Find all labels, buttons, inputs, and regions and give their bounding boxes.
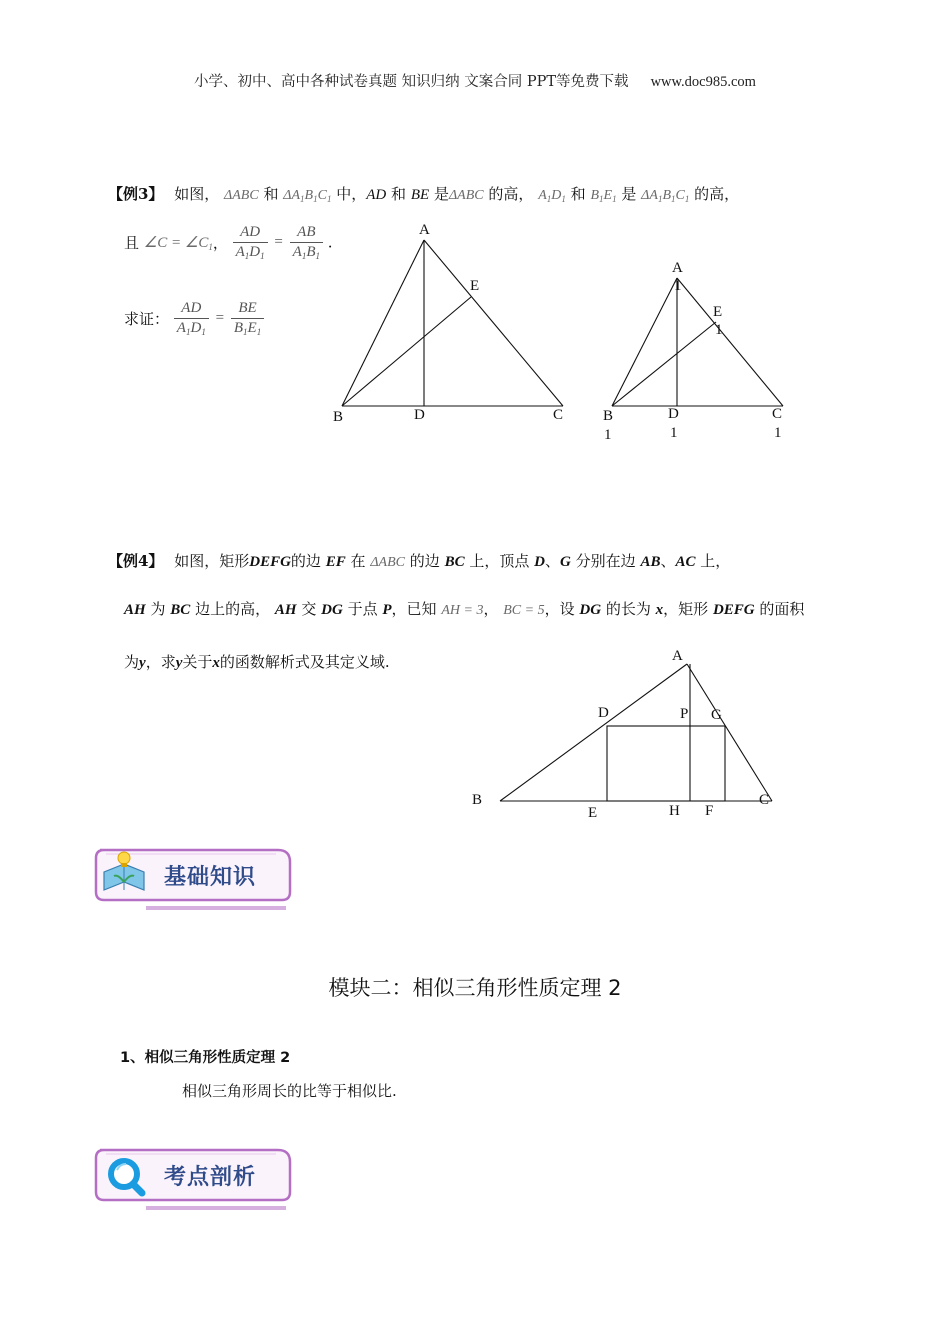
text: x	[212, 655, 220, 671]
figure-triangle-rectangle	[500, 664, 772, 801]
t: A	[176, 320, 186, 336]
text: 如图，	[174, 185, 220, 203]
text: 的长为	[605, 600, 651, 618]
text: ，	[212, 234, 228, 252]
math-triangle-abc: ΔABC	[370, 555, 405, 570]
text: BC	[170, 602, 191, 618]
t: B	[590, 188, 600, 203]
rectangle-defg	[607, 726, 725, 801]
badge-decoration-ticks	[146, 906, 286, 910]
text: 关于	[182, 653, 213, 671]
label-e1-sub: 1	[715, 322, 723, 338]
sub: 1	[313, 194, 318, 204]
text: 为	[124, 653, 140, 671]
side-ac	[687, 664, 772, 801]
label-b: B	[472, 792, 483, 808]
sub: 1	[657, 194, 663, 204]
t: ΔA	[283, 188, 301, 203]
label-a: A	[419, 222, 430, 238]
label-b1-sub: 1	[604, 427, 612, 443]
sub: 1	[326, 194, 332, 204]
label-e: E	[470, 278, 480, 294]
text: AH	[124, 602, 146, 618]
text: AC	[675, 554, 696, 570]
sub: 1	[208, 242, 213, 252]
text: 为	[150, 600, 166, 618]
sub: 1	[256, 327, 262, 337]
label-p: P	[680, 706, 689, 722]
sub: 1	[260, 251, 265, 261]
math-bc-5: BC = 5	[503, 603, 545, 618]
text: ，已知	[391, 600, 437, 618]
label-d: D	[414, 407, 425, 423]
text: 在	[350, 552, 366, 570]
numerator: AD	[174, 300, 209, 319]
label-c: C	[553, 407, 564, 423]
equals-sign: =	[215, 310, 225, 326]
text: DG	[579, 602, 602, 618]
text: y	[175, 655, 183, 671]
header-url[interactable]: www.doc985.com	[650, 74, 756, 90]
t: D	[249, 244, 261, 260]
numerator: AD	[233, 224, 268, 243]
math-triangle-abc: ΔABC	[448, 188, 484, 203]
math-triangle-abc: ΔABC	[224, 188, 259, 203]
text: y	[139, 655, 146, 671]
text: ，	[483, 600, 499, 618]
text: DEFG	[712, 602, 755, 618]
text: D	[534, 554, 545, 570]
t: D	[190, 320, 202, 336]
label-c: C	[759, 792, 770, 808]
text: BC	[444, 554, 465, 570]
text: x	[655, 602, 664, 618]
sub: 1	[612, 194, 617, 204]
label-c1-sub: 1	[774, 425, 782, 441]
text: 上，顶点	[469, 552, 530, 570]
label-a: A	[672, 648, 683, 664]
text: 、	[545, 552, 561, 570]
text: 交	[301, 600, 317, 618]
t: E	[603, 188, 613, 203]
text: 的函数解析式及其定义域.	[219, 653, 390, 671]
text: 、	[660, 552, 676, 570]
text: G	[560, 554, 571, 570]
t: A	[235, 244, 245, 260]
text: 和	[263, 185, 279, 203]
text: P	[382, 602, 392, 618]
text: 边上的高，	[195, 600, 271, 618]
badge-label: 考点剖析	[164, 1165, 257, 1190]
text: 于点	[347, 600, 378, 618]
text: AB	[640, 554, 661, 570]
text: 是	[433, 185, 449, 203]
text: 的面积	[759, 600, 805, 618]
label-f: F	[705, 803, 714, 819]
t: D	[551, 188, 562, 203]
section-title: 1、相似三角形性质定理 2	[120, 1050, 291, 1066]
sub: 1	[684, 194, 690, 204]
t: C	[317, 188, 327, 203]
text: 分别在边	[575, 552, 636, 570]
text: 是	[621, 185, 637, 203]
text: AD	[366, 187, 387, 203]
text: AH	[274, 602, 297, 618]
text: BE	[410, 187, 430, 203]
badge-decoration-ticks	[146, 1206, 286, 1210]
header-text: 小学、初中、高中各种试卷真题 知识归纳 文案合同 PPT等免费下载	[194, 74, 629, 90]
text: DEFG	[249, 554, 291, 570]
t: ΔA	[641, 188, 658, 203]
label-g: G	[711, 707, 722, 723]
math-ah-3: AH = 3	[441, 603, 484, 618]
numerator: AB	[290, 224, 323, 243]
equals-sign: =	[274, 234, 283, 250]
t: B	[304, 188, 314, 203]
text: EF	[325, 554, 346, 570]
text: 的边	[409, 552, 440, 570]
label-d: D	[598, 705, 609, 721]
label-h: H	[669, 803, 680, 819]
t: E	[247, 320, 257, 336]
prove-label: 求证：	[124, 310, 170, 328]
sub: 1	[244, 251, 250, 261]
label-d1: D	[668, 406, 679, 422]
text: 的边	[290, 552, 321, 570]
text: 和	[570, 185, 586, 203]
text: .	[327, 233, 333, 252]
label-b: B	[333, 409, 344, 425]
text: 如图，矩形	[174, 552, 250, 570]
t: B	[306, 244, 316, 260]
sub: 1	[300, 194, 305, 204]
text: 的高，	[488, 185, 534, 203]
label-d1-sub: 1	[670, 425, 678, 441]
numerator: BE	[231, 300, 264, 319]
t: ∠C = ∠C	[143, 235, 209, 251]
badge-basic-knowledge	[92, 846, 294, 914]
text: ，求	[145, 653, 176, 671]
sub: 1	[301, 251, 307, 261]
text: 的高，	[694, 185, 740, 203]
section-body: 相似三角形周长的比等于相似比.	[182, 1082, 397, 1100]
text: 且	[124, 234, 140, 252]
sub: 1	[561, 194, 566, 204]
text: 和	[391, 185, 407, 203]
sub: 1	[671, 194, 676, 204]
sub: 1	[243, 327, 248, 337]
label-c1: C	[772, 406, 783, 422]
badge-label: 基础知识	[164, 865, 257, 890]
text: ，设	[544, 600, 575, 618]
t: A	[538, 188, 547, 203]
sub: 1	[315, 251, 321, 261]
label-a1-sub: 1	[674, 278, 682, 294]
text: ，矩形	[663, 600, 709, 618]
text: DG	[321, 602, 343, 618]
text: 上，	[700, 552, 731, 570]
sub: 1	[185, 327, 191, 337]
t: B	[662, 188, 672, 203]
label-e1: E	[713, 304, 723, 320]
t: A	[292, 244, 302, 260]
t: C	[675, 188, 685, 203]
example3-tag: 【例3】	[108, 185, 164, 203]
example4-tag: 【例4】	[108, 552, 164, 570]
label-b1: B	[603, 408, 614, 424]
text: 中，	[336, 185, 367, 203]
sub: 1	[201, 327, 206, 337]
label-e: E	[588, 805, 598, 821]
sub: 1	[546, 194, 552, 204]
t: B	[233, 320, 244, 336]
sub: 1	[599, 194, 604, 204]
side-ab	[500, 664, 687, 801]
badge-exam-analysis	[92, 1146, 294, 1214]
label-a1: A	[672, 260, 683, 276]
module-title: 模块二：相似三角形性质定理 2	[328, 976, 622, 1000]
